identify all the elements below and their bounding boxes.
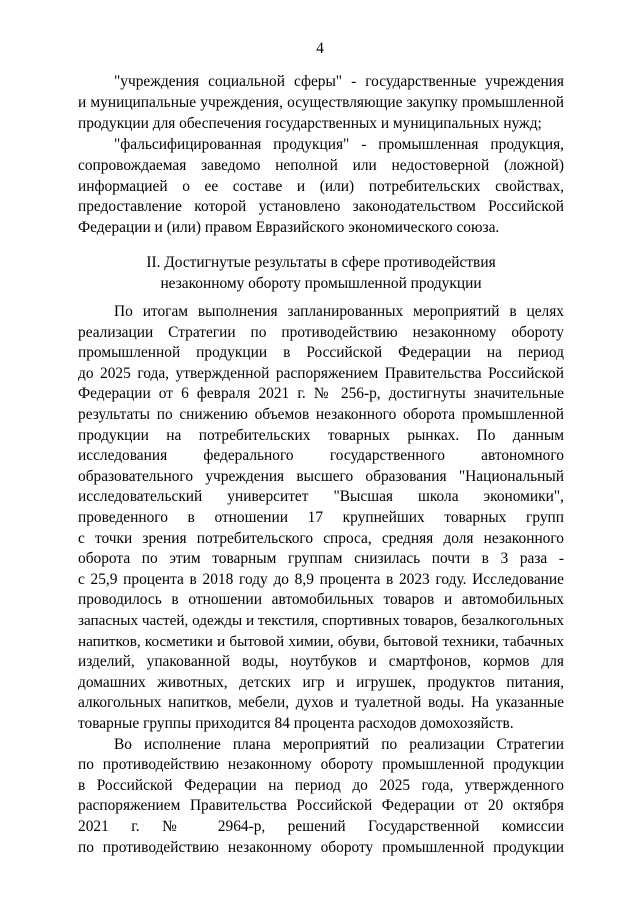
paragraph-1-line-6: результаты по снижению объемов незаконного оборота промышленной (78, 406, 564, 423)
paragraph-1-line-15: проводилось в отношении автомобильных товаров и автомобильных (78, 591, 564, 608)
definition-2-line-2: сопровождаемая заведомо неполной или недостоверной (ложной) (78, 157, 564, 174)
paragraph-2-line-1: Во исполнение плана мероприятий по реализации Стратегии (114, 736, 564, 753)
paragraph-1-line-3: промышленной продукции в Российской Федерации на период (78, 344, 564, 361)
paragraph-2-line-5: 2021 г. № 2964-р, решений Государственной комиссии (78, 818, 564, 835)
paragraph-1-line-7: продукции на потребительских товарных рынках. По данным (78, 427, 564, 444)
paragraph-1-line-13: оборота по этим товарным группам снизилась почти в 3 раза - (78, 550, 564, 567)
section-heading-line-1: II. Достигнутые результаты в сфере противодействия (146, 254, 496, 271)
paragraph-1-line-20: алкогольных напитков, мебели, духов и туалетной воды. На указанные (78, 694, 564, 711)
paragraph-1-line-11: проведенного в отношении 17 крупнейших товарных групп (78, 509, 564, 526)
paragraph-1-line-4: до 2025 года, утвержденной распоряжением Правительства Российской (78, 365, 564, 382)
paragraph-1-line-9: образовательного учреждения высшего образования "Национальный (78, 468, 564, 485)
definition-1-line-1: "учреждения социальной сферы" - государственные учреждения (114, 73, 564, 90)
paragraph-1-line-2: реализации Стратегии по противодействию незаконному обороту (78, 324, 564, 341)
paragraph-1-line-1: По итогам выполнения запланированных мероприятий в целях (114, 303, 564, 320)
definition-2-line-1: "фальсифицированная продукция" - промышленная продукция, (114, 136, 564, 153)
paragraph-2-line-3: в Российской Федерации на период до 2025 года, утвержденного (78, 777, 564, 794)
definition-1-line-3: продукции для обеспечения государственных и муниципальных нужд; (78, 115, 542, 132)
paragraph-1-line-16: запасных частей, одежды и текстиля, спортивных товаров, безалкогольных (78, 612, 564, 629)
paragraph-1-line-17: напитков, косметики и бытовой химии, обуви, бытовой техники, табачных (78, 633, 564, 650)
paragraph-1-line-12: с точки зрения потребительского спроса, средняя доля незаконного (78, 530, 564, 547)
paragraph-1-line-21: товарные группы приходится 84 процента расходов домохозяйств. (78, 715, 514, 732)
paragraph-1-line-8: исследования федерального государственного автономного (78, 447, 564, 464)
paragraph-1-line-19: домашних животных, детских игр и игрушек, продуктов питания, (78, 674, 564, 691)
page-number: 4 (316, 40, 324, 57)
definition-2-line-3: информацией о ее составе и (или) потребительских свойствах, (78, 178, 564, 195)
paragraph-1-line-14: с 25,9 процента в 2018 году до 8,9 процента в 2023 году. Исследование (78, 571, 564, 588)
definition-1-line-2: и муниципальные учреждения, осуществляющие закупку промышленной (78, 94, 564, 111)
paragraph-2-line-2: по противодействию незаконному обороту промышленной продукции (78, 756, 564, 773)
definition-2-line-5: Федерации и (или) правом Евразийского экономического союза. (78, 219, 500, 236)
paragraph-1-line-10: исследовательский университет "Высшая школа экономики", (78, 488, 564, 505)
paragraph-2-line-4: распоряжением Правительства Российской Федерации от 20 октября (78, 797, 564, 814)
paragraph-1-line-18: изделий, упакованной воды, ноутбуков и смартфонов, кормов для (78, 653, 564, 670)
section-heading-line-2: незаконному обороту промышленной продукции (160, 275, 482, 292)
paragraph-2-line-6: по противодействию незаконному обороту промышленной продукции (78, 839, 564, 856)
definition-2-line-4: предоставление которой установлено законодательством Российской (78, 198, 564, 215)
paragraph-1-line-5: Федерации от 6 февраля 2021 г. № 256-р, достигнуты значительные (78, 385, 564, 402)
